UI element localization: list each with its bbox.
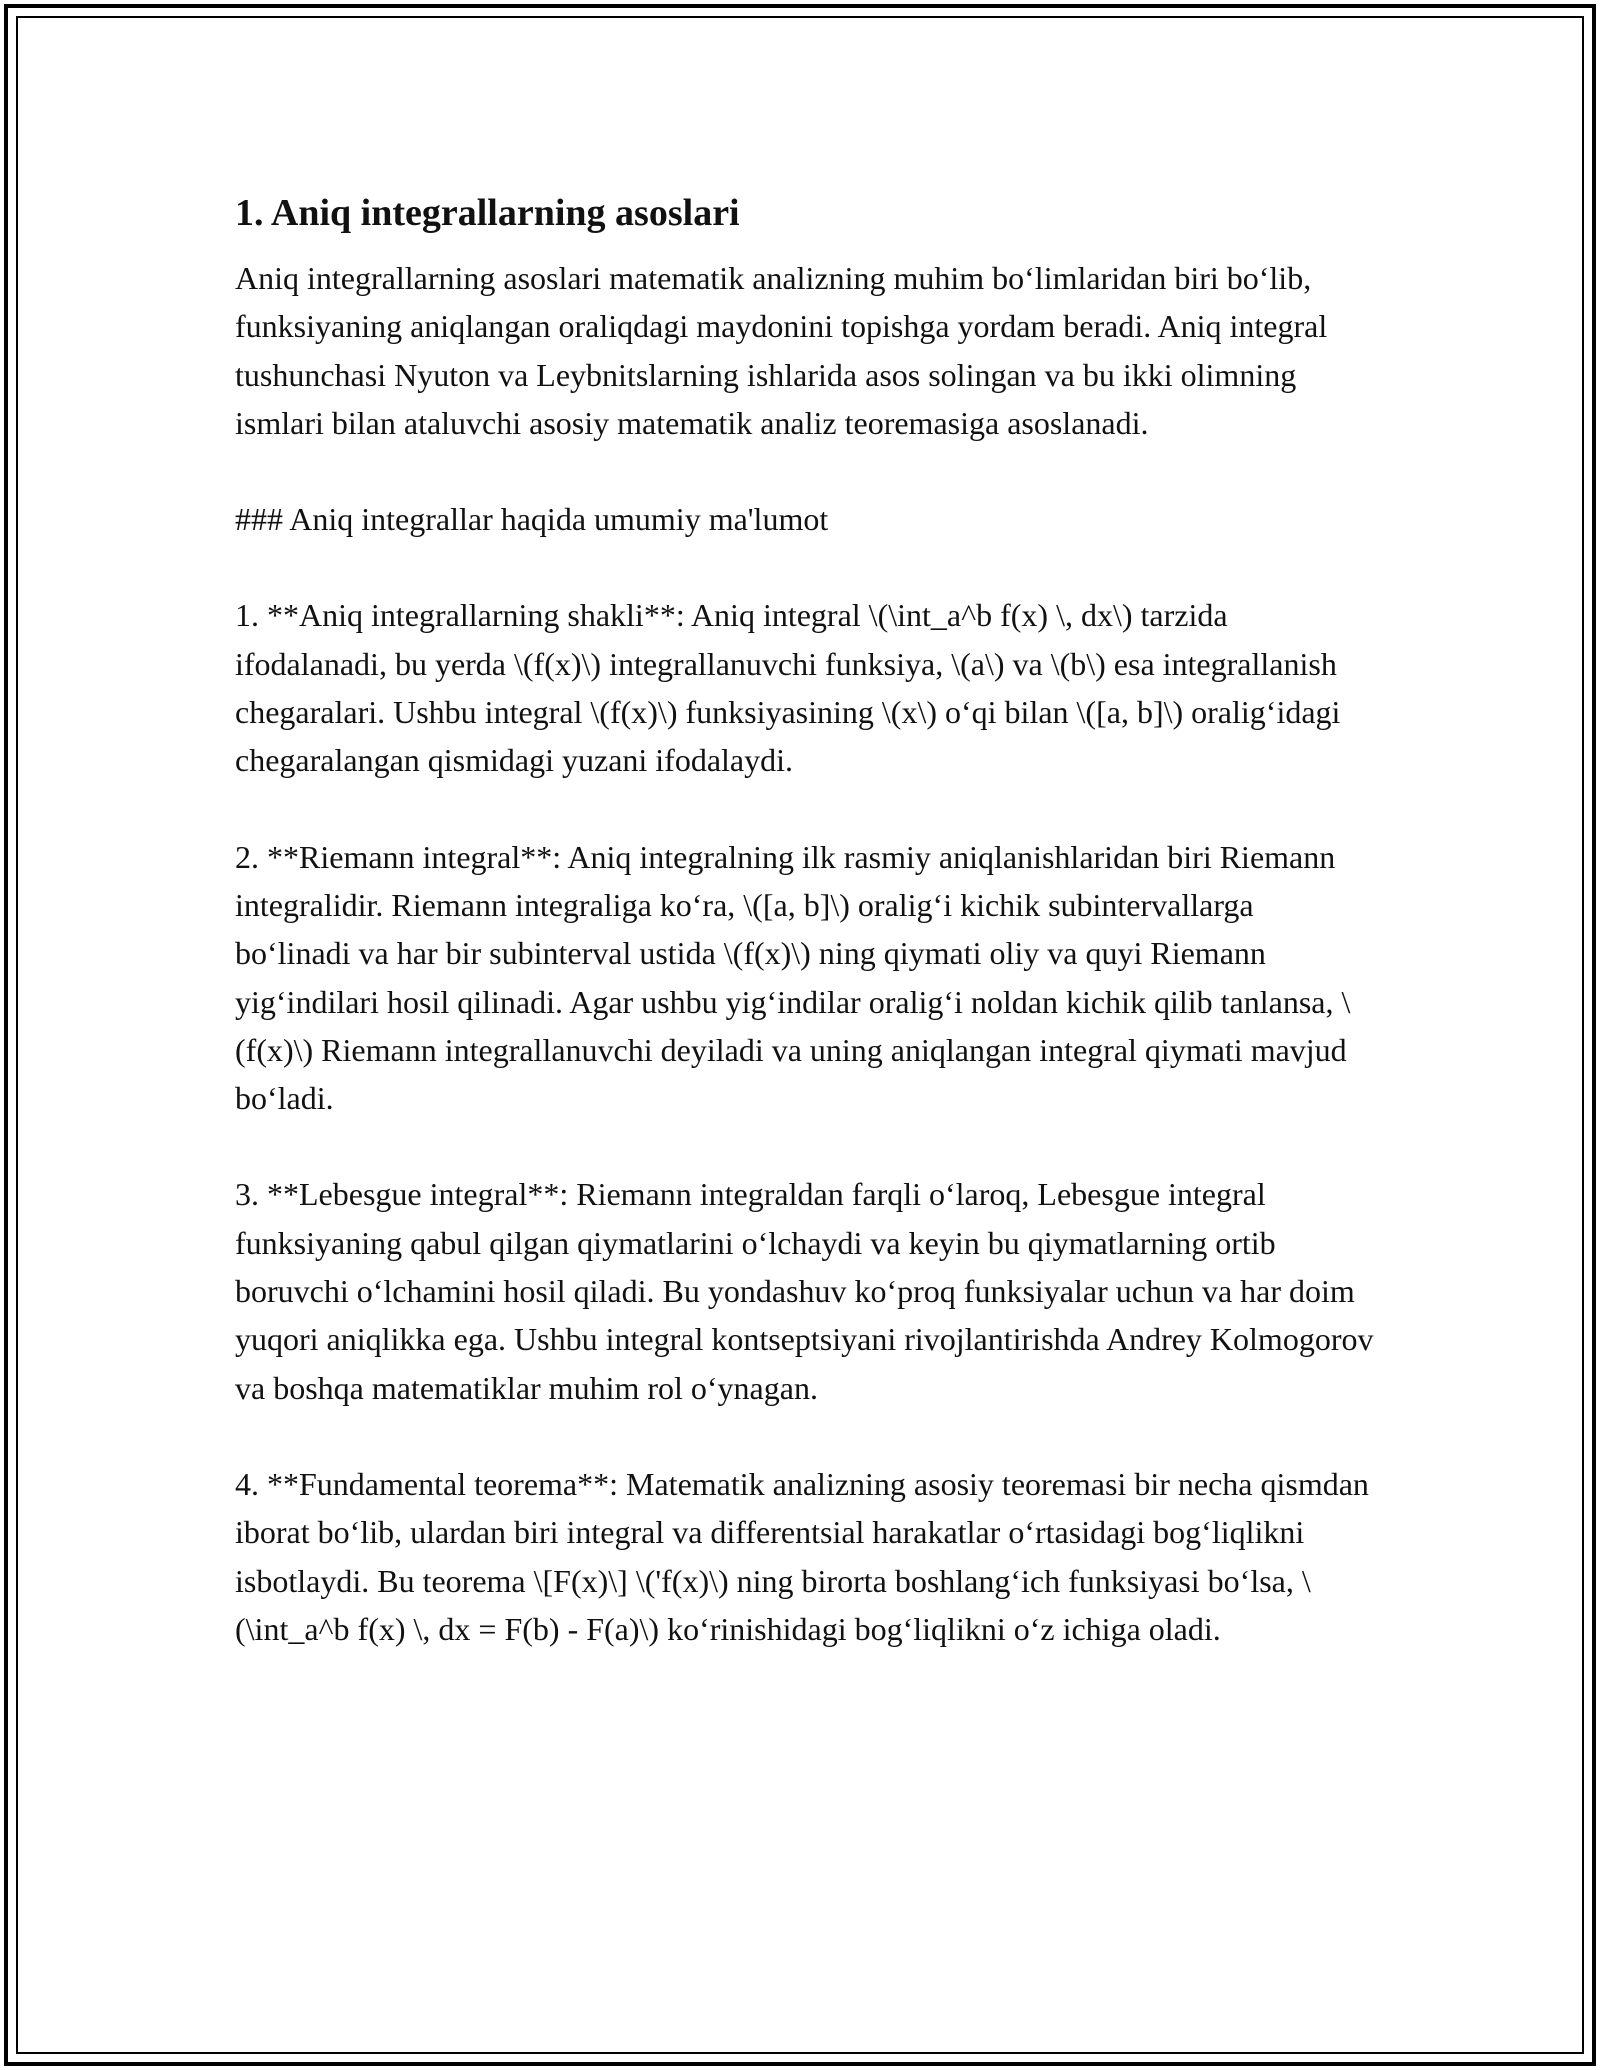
list-item-shakli: 1. **Aniq integrallarning shakli**: Aniq integral \(\int_a^b f(x) \, dx\) tarzida ifodalanadi, bu yerda \(f(x)\) integrallanuvchi funksiya, \(a\) va \(b\) esa integrallanish chegaralari. Ushbu integral \(f(x)\) funksiyasining \(x\) o‘qi bilan \([a, b]\) oralig‘idagi chegaralangan qismidagi yuzani ifodalaydi.	[235, 597, 1341, 779]
section-heading: ### Aniq integrallar haqida umumiy ma'lumot	[235, 501, 829, 538]
intro-paragraph: Aniq integrallarning asoslari matematik analizning muhim bo‘limlaridan biri bo‘lib, funksiyaning aniqlangan oraliqdagi maydonini topishga yordam beradi. Aniq integral tushunchasi Nyuton va Leybnitslarning ishlarida asos solingan va bu ikki olimning ismlari bilan ataluvchi asosiy matematik analiz teoremasiga asoslanadi.	[235, 260, 1328, 441]
document-title: 1. Aniq integrallarning asoslari	[235, 192, 740, 234]
list-item-fundamental: 4. **Fundamental teorema**: Matematik analizning asosiy teoremasi bir necha qismdan iborat bo‘lib, ulardan biri integral va differentsial harakatlar o‘rtasidagi bog‘liqlikni isbotlaydi. Bu teorema \[F(x)\] \('f(x)\) ning birorta boshlang‘ich funksiyasi bo‘lsa, \(\int_a^b f(x) \, dx = F(b) - F(a)\) ko‘rinishidagi bog‘liqlikni o‘z ichiga oladi.	[235, 1465, 1369, 1647]
list-item-lebesgue: 3. **Lebesgue integral**: Riemann integraldan farqli o‘laroq, Lebesgue integral funksiyaning qabul qilgan qiymatlarini o‘lchaydi va keyin bu qiymatlarning ortib boruvchi o‘lchamini hosil qiladi. Bu yondashuv ko‘proq funksiyalar uchun va har doim yuqori aniqlikka ega. Ushbu integral kontseptsiyani rivojlantirishda Andrey Kolmogorov va boshqa matematiklar muhim rol o‘ynagan.	[235, 1176, 1374, 1406]
list-item-riemann: 2. **Riemann integral**: Aniq integralning ilk rasmiy aniqlanishlaridan biri Riemann integralidir. Riemann integraliga ko‘ra, \([a, b]\) oralig‘i kichik subintervallarga bo‘linadi va har bir subinterval ustida \(f(x)\) ning qiymati oliy va quyi Riemann yig‘indilari hosil qilinadi. Agar ushbu yig‘indilar oralig‘i noldan kichik qilib tanlansa, \(f(x)\) Riemann integrallanuvchi deyiladi va uning aniqlangan integral qiymati mavjud bo‘ladi.	[235, 838, 1351, 1117]
document-body	[235, 188, 1375, 1701]
